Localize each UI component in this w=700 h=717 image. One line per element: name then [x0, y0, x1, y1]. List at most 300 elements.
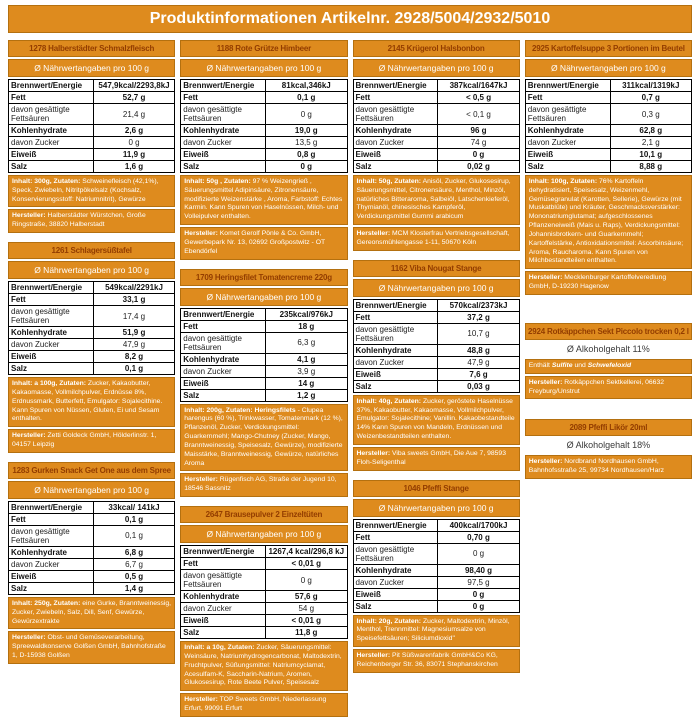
nutrition-label: Eiweiß — [9, 570, 94, 582]
nutrition-value: 0,1 g — [93, 513, 174, 525]
nutrition-label: davon gesättigte Fettsäuren — [181, 104, 266, 125]
nutrition-table — [353, 79, 520, 173]
nutrition-value: 62,8 g — [610, 125, 691, 137]
table-row — [9, 282, 175, 294]
nutrition-value: 0 g — [438, 600, 519, 612]
table-row — [9, 137, 175, 149]
nutrition-table — [180, 545, 347, 639]
nutrition-value: 0 g — [266, 104, 347, 125]
nutrition-label: Fett — [9, 92, 94, 104]
product-card-2647 — [180, 506, 347, 717]
table-row — [181, 149, 347, 161]
nutrition-value: 8,2 g — [93, 351, 174, 363]
nutrition-label: Fett — [181, 92, 266, 104]
nutrition-label: Kohlenhydrate — [353, 564, 438, 576]
ingredients-text — [525, 175, 692, 269]
nutrition-value: 0,02 g — [438, 161, 519, 173]
table-row — [525, 104, 691, 125]
nutrition-table — [8, 281, 175, 375]
table-row — [353, 531, 519, 543]
table-row — [353, 299, 519, 311]
ingredients-rest: Zucker, Säuerungsmittel: Weinsäure, Natriumhydrogencarbonat, Maltodextrin, Fruchtpulver, Süßungsmittel: Natriumcyclamat, Acesulfam-K, Saccharin-Natrium, Aromen, Glukosesirup, Rote Beete Pulver, Speisesalz — [184, 644, 342, 687]
nutrition-label: Kohlenhydrate — [9, 327, 94, 339]
page-title: Produktinformationen Artikelnr. 2928/5004/2932/5010 — [8, 5, 692, 33]
table-row — [181, 558, 347, 570]
manufacturer-text — [180, 693, 347, 717]
nutrition-value: < 0,01 g — [266, 615, 347, 627]
table-row — [9, 294, 175, 306]
nutrition-value: 0 g — [438, 588, 519, 600]
table-row — [9, 351, 175, 363]
table-row — [181, 377, 347, 389]
ingredients-text — [180, 404, 347, 472]
nutrition-subtitle: Ø Nährwertangaben pro 100 g — [8, 59, 175, 77]
ingredients-lead: Inhalt: 200g, Zutaten: Heringsfilets — [184, 406, 296, 414]
allergen-sulfite: Sulfite — [551, 361, 573, 369]
table-row — [181, 353, 347, 365]
nutrition-value: 96 g — [438, 125, 519, 137]
nutrition-value: 48,8 g — [438, 344, 519, 356]
nutrition-label: Brennwert/Energie — [181, 80, 266, 92]
nutrition-value: 0 g — [266, 570, 347, 591]
table-row — [353, 344, 519, 356]
nutrition-value: 1,4 g — [93, 582, 174, 594]
table-row — [353, 543, 519, 564]
manufacturer-label: Hersteller: — [184, 230, 218, 238]
nutrition-label: Fett — [525, 92, 610, 104]
table-row — [181, 615, 347, 627]
table-row — [525, 161, 691, 173]
manufacturer-label: Hersteller: — [184, 696, 218, 704]
manufacturer-text — [8, 429, 175, 453]
nutrition-table — [353, 519, 520, 613]
product-title: 2089 Pfeffi Likör 20ml — [525, 419, 692, 436]
nutrition-value: 0,3 g — [610, 104, 691, 125]
nutrition-label: Salz — [9, 582, 94, 594]
manufacturer-value: Obst- und Gemüseverarbeitung, Spreewaldkonserve Golßen GmbH, Bahnhofstraße 1, D-15938 Golßen — [12, 634, 166, 660]
manufacturer-text — [180, 473, 347, 497]
table-row — [181, 92, 347, 104]
table-row — [353, 588, 519, 600]
manufacturer-label: Hersteller: — [356, 652, 391, 660]
nutrition-value: 570kcal/2373kJ — [438, 299, 519, 311]
nutrition-label: Brennwert/Energie — [181, 546, 266, 558]
manufacturer-text — [353, 649, 520, 673]
nutrition-value: 11,9 g — [93, 149, 174, 161]
manufacturer-text — [8, 209, 175, 233]
nutrition-subtitle: Ø Nährwertangaben pro 100 g — [525, 59, 692, 77]
ingredients-lead: Inhalt: 40g, Zutaten: — [356, 397, 422, 405]
manufacturer-label: Hersteller: — [528, 378, 563, 386]
nutrition-label: davon Zucker — [9, 558, 94, 570]
nutrition-label: davon gesättigte Fettsäuren — [353, 323, 438, 344]
product-title: 2924 Rotkäppchen Sekt Piccolo trocken 0,2 l — [525, 323, 692, 340]
table-row — [9, 125, 175, 137]
manufacturer-label: Hersteller: — [528, 458, 563, 466]
nutrition-value: 74 g — [438, 137, 519, 149]
table-row — [525, 149, 691, 161]
nutrition-label: davon gesättigte Fettsäuren — [9, 525, 94, 546]
manufacturer-text — [353, 227, 520, 251]
table-row — [9, 327, 175, 339]
table-row — [181, 570, 347, 591]
nutrition-value: 547,9kcal/2293,8kJ — [93, 80, 174, 92]
nutrition-label: Kohlenhydrate — [525, 125, 610, 137]
ingredients-text — [353, 395, 520, 445]
product-card-2924 — [525, 323, 692, 399]
table-row — [353, 600, 519, 612]
table-row — [9, 149, 175, 161]
table-row — [181, 161, 347, 173]
manufacturer-label: Hersteller: — [356, 449, 391, 457]
nutrition-value: 0,8 g — [266, 149, 347, 161]
ingredients-rest: 76% Kartoffeln dehydratisiert, Speisesalz, Weizenmehl, Gemüsegranulat (Karotten, Sellerie), Gewürze (mit Muskatblüte) und Kräuter, Geschmacksverstärker: Mononatriumglutamat; aufgeschlossenes Pflanzeneiweiß (Mais u. Raps), Verdickungsmittel: Johannisbrotkern- und Guarkernmehl; Kartoffelstärke, Antioxidationsmittel: Ascorbinsäure; Aroma, Raucharoma. Kann Spuren von Milchbestandteilen enthalten. — [528, 178, 684, 265]
nutrition-value: 17,4 g — [93, 306, 174, 327]
table-row — [9, 546, 175, 558]
table-row — [181, 365, 347, 377]
nutrition-label: Fett — [181, 320, 266, 332]
table-row — [353, 323, 519, 344]
nutrition-value: 47,9 g — [93, 339, 174, 351]
table-row — [9, 525, 175, 546]
table-row — [9, 558, 175, 570]
nutrition-value: < 0,5 g — [438, 92, 519, 104]
allergen-note-pre: Enthält — [528, 361, 550, 369]
table-row — [525, 125, 691, 137]
table-row — [181, 104, 347, 125]
nutrition-value: 54 g — [266, 603, 347, 615]
nutrition-label: Eiweiß — [9, 149, 94, 161]
nutrition-label: Salz — [353, 161, 438, 173]
ingredients-rest: Zucker, Maltodextrin, Minzöl, Menthol, Trennmittel: Magnesiumsalze von Speisefettsäuren; Siliciumdioxid" — [356, 617, 510, 643]
nutrition-value: 57,6 g — [266, 591, 347, 603]
nutrition-value: 81kcal,346kJ — [266, 80, 347, 92]
ingredients-lead: Inhalt: a 10g, Zutaten: — [184, 644, 255, 652]
table-row — [9, 80, 175, 92]
nutrition-label: Fett — [353, 311, 438, 323]
manufacturer-value: Halberstädter Würstchen, Große Ringstraße, 38820 Halberstadt — [12, 212, 146, 229]
manufacturer-label: Hersteller: — [356, 230, 391, 238]
table-row — [181, 389, 347, 401]
nutrition-label: Kohlenhydrate — [9, 546, 94, 558]
manufacturer-label: Hersteller: — [12, 212, 46, 220]
nutrition-value: 47,9 g — [438, 356, 519, 368]
table-row — [353, 125, 519, 137]
product-card-1283 — [8, 462, 175, 664]
nutrition-value: 2,1 g — [610, 137, 691, 149]
nutrition-value: < 0,1 g — [438, 104, 519, 125]
nutrition-value: 235kcal/976kJ — [266, 308, 347, 320]
nutrition-value: 0 g — [266, 161, 347, 173]
table-row — [525, 137, 691, 149]
ingredients-rest: 97 % Weizengrieß , Säuerungsmittel Adipinsäure, Zitronensäure, modifizierte Weizenstärke , Aroma, Farbstoff: Echtes Karmin. Kann Spuren von Haselnüssen, Milch- und Volleipulver enthalten. — [184, 178, 343, 221]
nutrition-label: Brennwert/Energie — [9, 80, 94, 92]
nutrition-label: Kohlenhydrate — [181, 125, 266, 137]
table-row — [9, 363, 175, 375]
table-row — [353, 576, 519, 588]
nutrition-value: 6,8 g — [93, 546, 174, 558]
ingredients-text — [8, 175, 175, 207]
table-row — [9, 501, 175, 513]
nutrition-label: davon Zucker — [9, 137, 94, 149]
nutrition-label: Brennwert/Energie — [9, 282, 94, 294]
ingredients-rest: eine Gurke, Branntweinessig, Zucker, Zwiebeln, Salz, Dill, Senf, Gewürze, Gewürzextrakte — [12, 599, 172, 625]
nutrition-subtitle: Ø Nährwertangaben pro 100 g — [353, 59, 520, 77]
product-title: 1283 Gurken Snack Get One aus dem Spree — [8, 462, 175, 479]
manufacturer-value: Viba sweets GmbH, Die Aue 7, 98593 Floh-Seligenthal — [356, 449, 506, 466]
nutrition-value: < 0,01 g — [266, 558, 347, 570]
table-row — [353, 368, 519, 380]
nutrition-label: davon gesättigte Fettsäuren — [181, 332, 266, 353]
nutrition-value: 2,6 g — [93, 125, 174, 137]
nutrition-label: Salz — [181, 627, 266, 639]
nutrition-value: 387kcal/1647kJ — [438, 80, 519, 92]
product-title: 2647 Brausepulver 2 Einzeltüten — [180, 506, 347, 523]
product-grid — [8, 40, 692, 717]
nutrition-label: Fett — [181, 558, 266, 570]
product-card-1188 — [180, 40, 347, 260]
table-row — [9, 104, 175, 125]
table-row — [181, 332, 347, 353]
nutrition-value: 0,5 g — [93, 570, 174, 582]
product-title: 1278 Halberstädter Schmalzfleisch — [8, 40, 175, 57]
nutrition-label: Salz — [353, 380, 438, 392]
table-row — [181, 308, 347, 320]
nutrition-label: Salz — [9, 363, 94, 375]
manufacturer-value: Komet Gerolf Pönle & Co. GmbH, Gewerbepark Nr. 13, 02692 Großpostwitz - OT Ebendörfel — [184, 230, 326, 255]
ingredients-text — [353, 615, 520, 647]
product-title: 1261 Schlagersüßtafel — [8, 242, 175, 259]
nutrition-label: Salz — [181, 389, 266, 401]
allergen-schwefeloxid: Schwefeloxid — [587, 361, 632, 369]
manufacturer-text — [525, 455, 692, 479]
manufacturer-value: TOP Sweets GmbH, Niederlassung Erfurt, 99091 Erfurt — [184, 696, 327, 713]
table-row — [9, 513, 175, 525]
manufacturer-value: Pit Süßwarenfabrik GmbH&Co KG, Reichenberger Str. 36, 83071 Stephanskirchen — [356, 652, 498, 668]
nutrition-value: 21,4 g — [93, 104, 174, 125]
nutrition-value: 8,88 g — [610, 161, 691, 173]
manufacturer-value: Nordbrand Nordhausen GmbH, Bahnhofsstraße 25, 99734 Nordhausen/Harz — [528, 458, 665, 475]
ingredients-lead: Inhalt: 100g, Zutaten: — [528, 178, 598, 185]
nutrition-label: davon Zucker — [525, 137, 610, 149]
nutrition-value: 0,7 g — [610, 92, 691, 104]
nutrition-value: 4,1 g — [266, 353, 347, 365]
ingredients-rest: Zucker, Kakaobutter, Kakaomasse, Vollmilchpulver, Erdnüsse 8%, Erdnussmark, Butterfett, Emulgator: Sojalecithine. Kann Spuren von Nüssen, Gluten, Ei und Sesam enthalten. — [12, 380, 163, 423]
column-4 — [525, 40, 692, 479]
manufacturer-text — [180, 227, 347, 259]
table-row — [525, 92, 691, 104]
table-row — [9, 306, 175, 327]
nutrition-subtitle: Ø Nährwertangaben pro 100 g — [8, 261, 175, 279]
nutrition-label: Fett — [353, 92, 438, 104]
nutrition-value: 0 g — [438, 149, 519, 161]
ingredients-rest: Zucker, geröstete Haselnüsse 37%, Kakaobutter, Kakaomasse, Vollmilchpulver, Emulgator: Sojalecithine; Vanillin. Kakaobestandteile 14% Kann Spuren von Mandeln, Erdnüssen und Weizenbestandteilen enthalten. — [356, 397, 515, 441]
product-card-2089 — [525, 419, 692, 479]
nutrition-label: davon Zucker — [181, 365, 266, 377]
nutrition-subtitle: Ø Nährwertangaben pro 100 g — [180, 59, 347, 77]
column-1 — [8, 40, 175, 664]
nutrition-label: Kohlenhydrate — [181, 353, 266, 365]
ingredients-lead: Inhalt: 300g, Zutaten: — [12, 178, 81, 185]
ingredients-lead: Inhalt: 50g, Zutaten: — [356, 178, 422, 185]
manufacturer-label: Hersteller: — [184, 476, 218, 484]
nutrition-table — [8, 501, 175, 595]
nutrition-table — [180, 308, 347, 402]
nutrition-label: Fett — [9, 294, 94, 306]
table-row — [181, 627, 347, 639]
manufacturer-text — [525, 271, 692, 295]
nutrition-label: davon gesättigte Fettsäuren — [353, 104, 438, 125]
nutrition-value: 549kcal/2291kJ — [93, 282, 174, 294]
nutrition-label: davon Zucker — [353, 356, 438, 368]
nutrition-value: 10,7 g — [438, 323, 519, 344]
nutrition-value: 6,7 g — [93, 558, 174, 570]
nutrition-value: 19,0 g — [266, 125, 347, 137]
table-row — [9, 161, 175, 173]
nutrition-value: 13,5 g — [266, 137, 347, 149]
nutrition-value: 18 g — [266, 320, 347, 332]
nutrition-label: Brennwert/Energie — [353, 519, 438, 531]
nutrition-value: 0,1 g — [93, 363, 174, 375]
nutrition-label: Eiweiß — [9, 351, 94, 363]
nutrition-label: Eiweiß — [181, 149, 266, 161]
table-row — [353, 80, 519, 92]
ingredients-text — [180, 175, 347, 225]
nutrition-label: Eiweiß — [353, 368, 438, 380]
ingredients-text — [8, 597, 175, 629]
nutrition-value: 0 g — [438, 543, 519, 564]
nutrition-value: 3,9 g — [266, 365, 347, 377]
nutrition-label: Salz — [353, 600, 438, 612]
ingredients-lead: Inhalt: 250g, Zutaten: — [12, 599, 81, 607]
nutrition-value: 1,2 g — [266, 389, 347, 401]
ingredients-lead: Inhalt: 20g, Zutaten: — [356, 617, 422, 625]
table-row — [9, 570, 175, 582]
nutrition-value: 33kcal/ 141kJ — [93, 501, 174, 513]
manufacturer-value: Rotkäppchen Sektkellerei, 06632 Freyburg/Unstrut — [528, 378, 665, 395]
manufacturer-value: Mecklenburger Kartoffelveredlung GmbH, D-19230 Hagenow — [528, 274, 667, 291]
ingredients-lead: Inhalt: 50g , Zutaten: — [184, 178, 251, 185]
product-card-1278 — [8, 40, 175, 233]
table-row — [181, 603, 347, 615]
nutrition-subtitle: Ø Nährwertangaben pro 100 g — [180, 525, 347, 543]
product-card-1046 — [353, 480, 520, 673]
manufacturer-text — [8, 631, 175, 663]
nutrition-label: Eiweiß — [181, 377, 266, 389]
nutrition-value: 1,6 g — [93, 161, 174, 173]
nutrition-label: Salz — [9, 161, 94, 173]
nutrition-value: 33,1 g — [93, 294, 174, 306]
nutrition-label: Kohlenhydrate — [181, 591, 266, 603]
ingredients-lead: Inhalt: a 100g, Zutaten: — [12, 380, 87, 388]
ingredients-rest: - Clupea harengus (60 %), Trinkwasser, Tomatenmark (12 %), Pflanzenöl, Zucker, Verdickungsmittel: Guarkernmehl; Mango-Chutney (Zucker, Mango, Branntweinessig, Speisesalz, Gewürze), modifizierte Maisstärke, Branntweinessig, Gewürze, natürliches Aroma — [184, 406, 343, 467]
table-row — [353, 161, 519, 173]
nutrition-label: Eiweiß — [181, 615, 266, 627]
table-row — [181, 320, 347, 332]
table-row — [181, 546, 347, 558]
nutrition-label: Brennwert/Energie — [9, 501, 94, 513]
nutrition-label: Salz — [181, 161, 266, 173]
nutrition-value: 7,6 g — [438, 368, 519, 380]
table-row — [181, 591, 347, 603]
nutrition-value: 0,1 g — [266, 92, 347, 104]
nutrition-value: 98,40 g — [438, 564, 519, 576]
nutrition-label: davon Zucker — [353, 137, 438, 149]
nutrition-value: 52,7 g — [93, 92, 174, 104]
nutrition-label: davon gesättigte Fettsäuren — [353, 543, 438, 564]
nutrition-label: Brennwert/Energie — [181, 308, 266, 320]
product-title: 1046 Pfeffi Stange — [353, 480, 520, 497]
ingredients-text — [180, 641, 347, 691]
nutrition-label: Kohlenhydrate — [9, 125, 94, 137]
nutrition-value: 0,1 g — [93, 525, 174, 546]
ingredients-text — [353, 175, 520, 225]
manufacturer-label: Hersteller: — [528, 274, 563, 282]
table-row — [353, 92, 519, 104]
column-2 — [180, 40, 347, 717]
product-card-1261 — [8, 242, 175, 453]
nutrition-value: 14 g — [266, 377, 347, 389]
nutrition-label: davon gesättigte Fettsäuren — [9, 104, 94, 125]
nutrition-label: Eiweiß — [353, 149, 438, 161]
product-card-2925 — [525, 40, 692, 295]
table-row — [181, 125, 347, 137]
column-3 — [353, 40, 520, 673]
product-title: 1709 Heringsfilet Tomatencreme 220g — [180, 269, 347, 286]
nutrition-label: davon gesättigte Fettsäuren — [9, 306, 94, 327]
nutrition-value: 11,8 g — [266, 627, 347, 639]
table-row — [353, 380, 519, 392]
nutrition-label: davon Zucker — [181, 603, 266, 615]
product-title: 1162 Viba Nougat Stange — [353, 260, 520, 277]
nutrition-table — [8, 79, 175, 173]
table-row — [353, 564, 519, 576]
alcohol-content: Ø Alkoholgehalt 11% — [525, 341, 692, 357]
nutrition-value: 311kcal/1319kJ — [610, 80, 691, 92]
nutrition-subtitle: Ø Nährwertangaben pro 100 g — [8, 481, 175, 499]
nutrition-value: 6,3 g — [266, 332, 347, 353]
nutrition-label: davon Zucker — [9, 339, 94, 351]
nutrition-value: 0 g — [93, 137, 174, 149]
ingredients-rest: Schweinefleisch (42,1%), Speck, Zwiebeln, Nitritpökelsalz (Kochsalz, Konservierungsstoff: Natriumnitrit), Gewürze — [12, 178, 159, 203]
nutrition-subtitle: Ø Nährwertangaben pro 100 g — [353, 279, 520, 297]
product-card-2145 — [353, 40, 520, 251]
allergen-note-mid: und — [574, 361, 586, 369]
nutrition-table — [525, 79, 692, 173]
nutrition-value: 0,03 g — [438, 380, 519, 392]
manufacturer-label: Hersteller: — [12, 634, 46, 642]
nutrition-value: 400kcal/1700kJ — [438, 519, 519, 531]
ingredients-text — [8, 377, 175, 427]
nutrition-table — [180, 79, 347, 173]
nutrition-subtitle: Ø Nährwertangaben pro 100 g — [180, 288, 347, 306]
nutrition-value: 10,1 g — [610, 149, 691, 161]
ingredients-rest: Anisöl, Zucker, Glukosesirup, Säuerungsmittel, Citronensäure, Menthol, Minzöl, natürliches Bitteraroma, Salbeiöl, Latschenkieferöl, Thymianöl, chinesisches Kampferöl, Verdickungsmittel Gummi arabicum — [356, 178, 511, 221]
manufacturer-value: MCM Klosterfrau Vertriebsgesellschaft, Gereonsmühlengasse 1-11, 50670 Köln — [356, 230, 510, 246]
table-row — [9, 582, 175, 594]
manufacturer-text — [353, 447, 520, 471]
table-row — [9, 339, 175, 351]
manufacturer-value: Zetti Goldeck GmbH, Hölderlinstr. 1, 04157 Leipzig — [12, 432, 157, 449]
table-row — [525, 80, 691, 92]
table-row — [353, 311, 519, 323]
nutrition-subtitle: Ø Nährwertangaben pro 100 g — [353, 499, 520, 517]
nutrition-label: Brennwert/Energie — [353, 80, 438, 92]
nutrition-label: Kohlenhydrate — [353, 125, 438, 137]
manufacturer-value: Rügenfisch AG, Straße der Jugend 10, 18546 Sassnitz — [184, 476, 337, 493]
nutrition-label: Salz — [525, 161, 610, 173]
table-row — [353, 149, 519, 161]
